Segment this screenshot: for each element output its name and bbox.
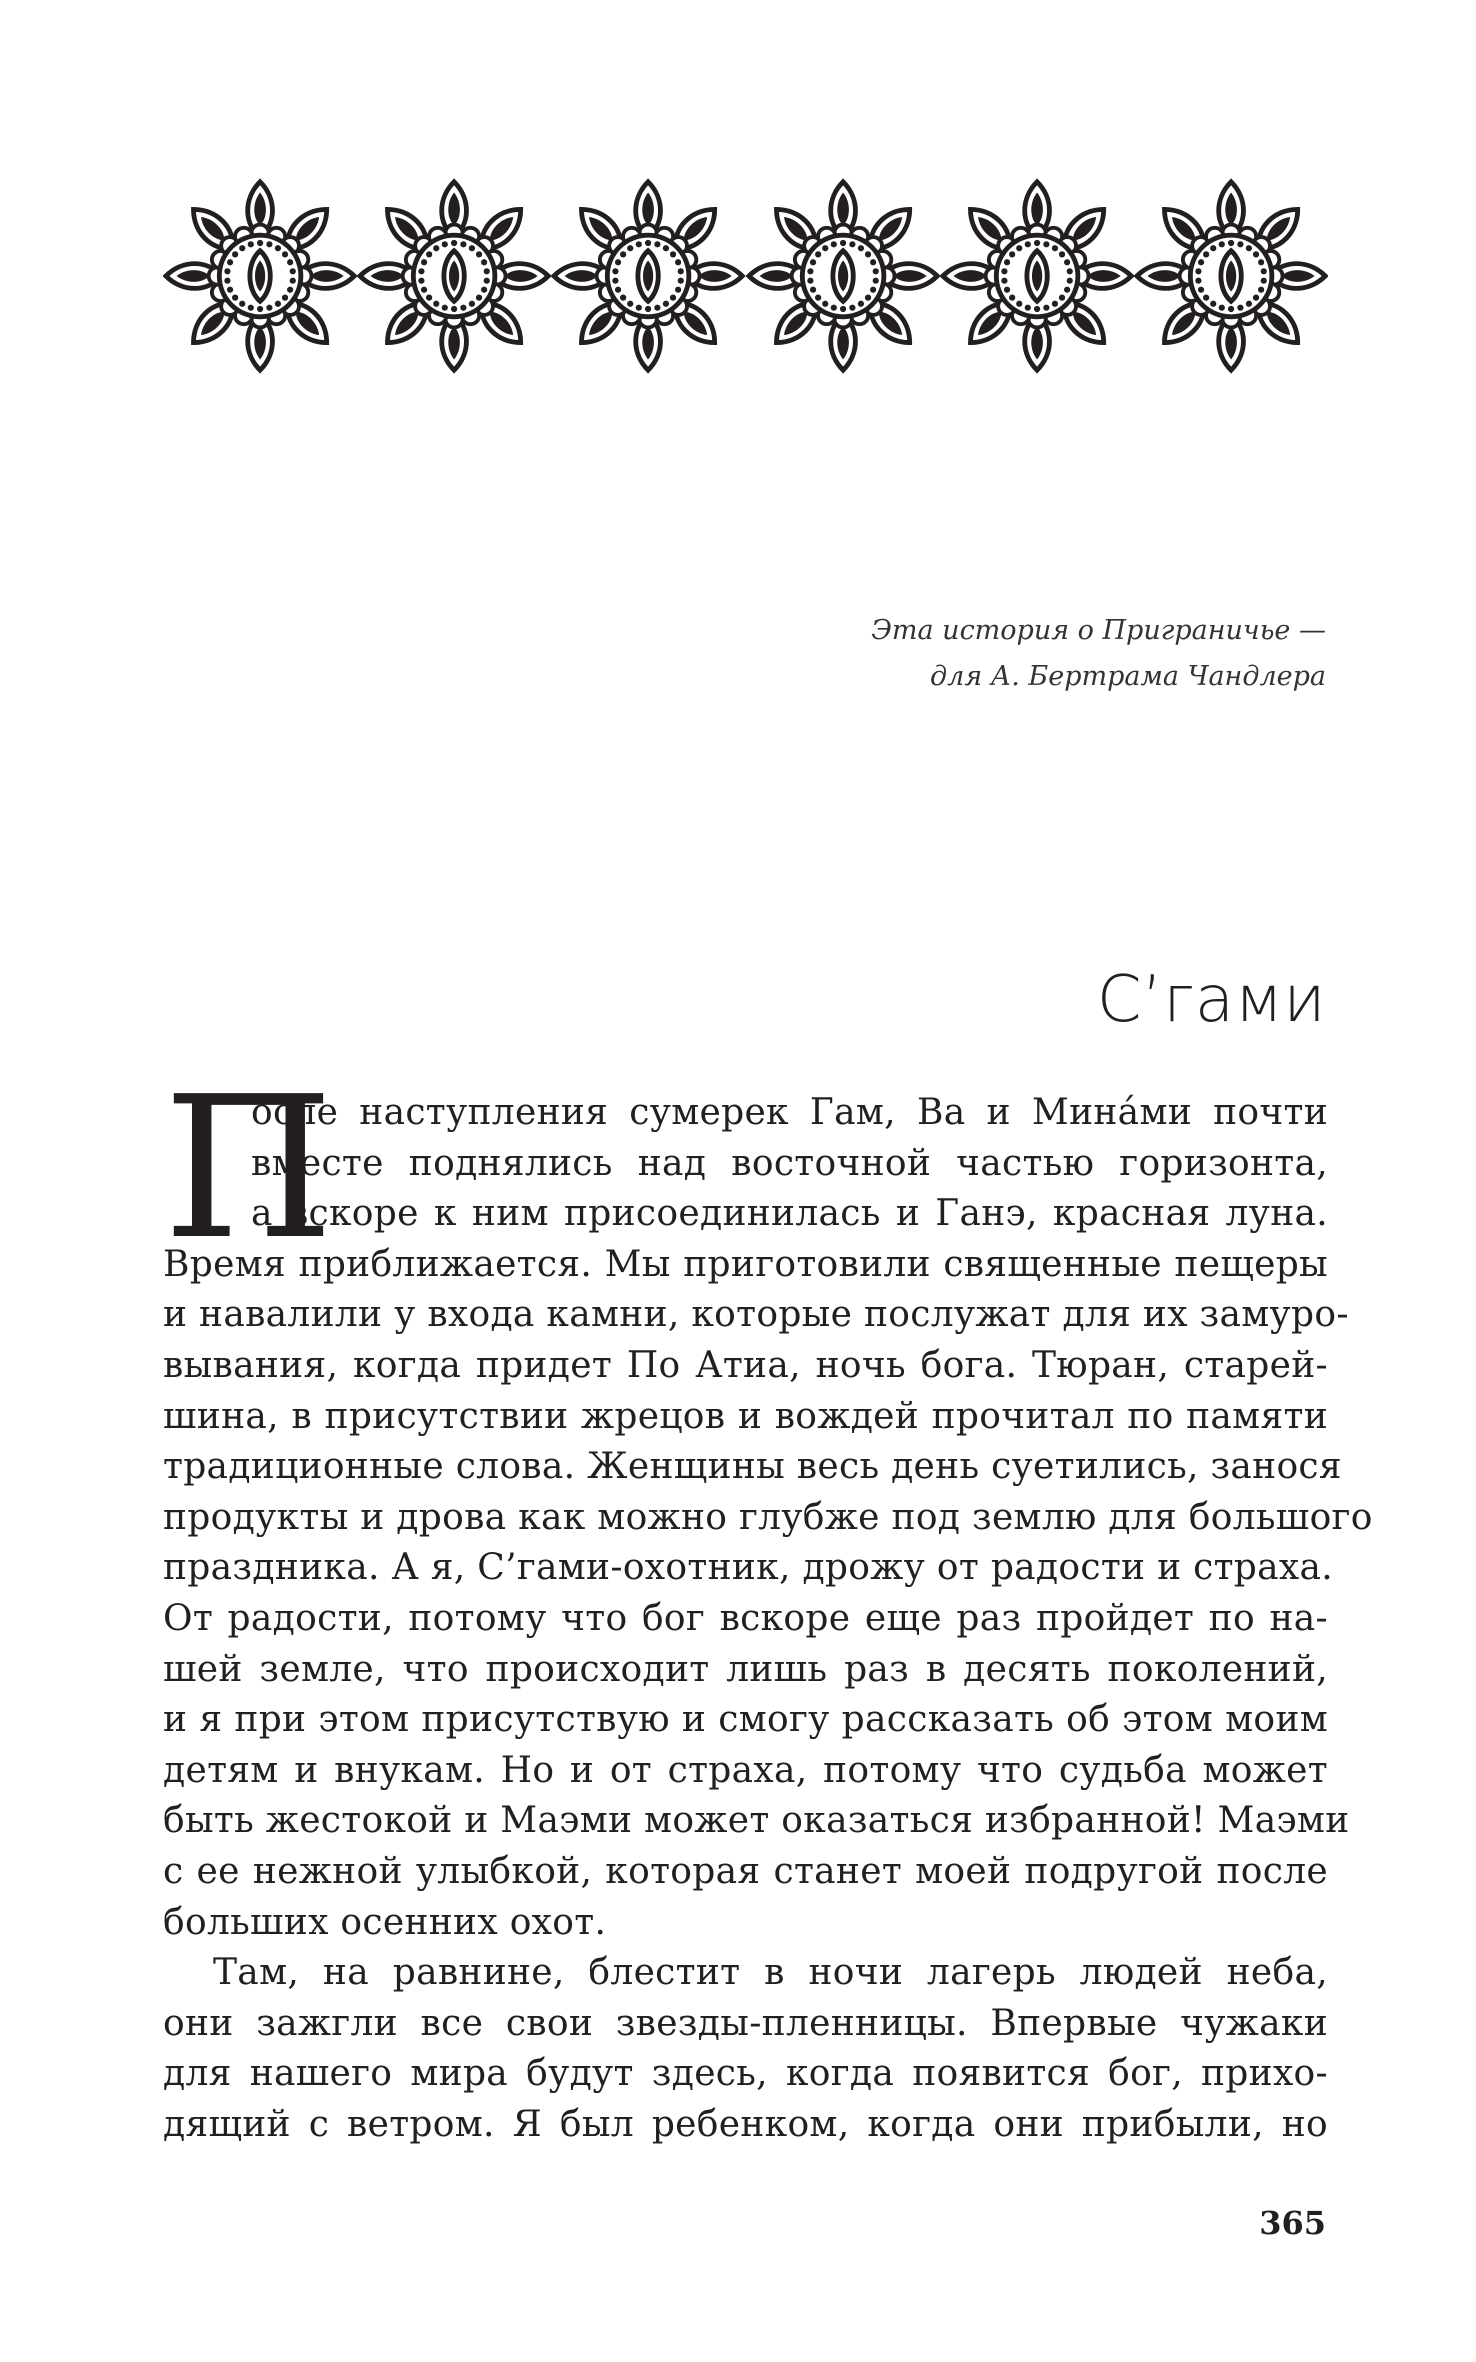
text-line: Время приближается. Мы приготовили священные пещеры — [163, 1243, 1328, 1285]
text-line: От радости, потому что бог вскоре еще раз пройдет по на- — [163, 1597, 1328, 1639]
flower-ornament-icon — [357, 176, 551, 376]
text-line: шина, в присутствии жрецов и вождей прочитал по памяти — [163, 1395, 1328, 1437]
text-line: для нашего мира будут здесь, когда появится бог, прихо- — [163, 2053, 1328, 2095]
flower-ornament-icon — [551, 176, 745, 376]
body-text — [163, 1055, 1373, 2150]
text-line: осле наступления сумерек Гам, Ва и Мина́ми почти — [251, 1092, 1328, 1133]
ornament-band — [163, 176, 1328, 376]
text-line: и навалили у входа камни, которые послужат для их замуро- — [163, 1294, 1349, 1336]
flower-ornament-icon — [940, 176, 1134, 376]
text-line: продукты и дрова как можно глубже под землю для большого — [163, 1496, 1373, 1538]
text-line: а вскоре к ним присоединилась и Ганэ, красная луна. — [251, 1193, 1328, 1235]
text-line: вывания, когда придет По Атиа, ночь бога. Тюран, старей- — [163, 1344, 1328, 1386]
text-line: традиционные слова. Женщины весь день суетились, занося — [163, 1446, 1342, 1488]
text-line: шей земле, что происходит лишь раз в десять поколений, — [163, 1648, 1328, 1690]
flower-ornament-icon — [746, 176, 940, 376]
text-line: дящий с ветром. Я был ребенком, когда они прибыли, но — [163, 2103, 1328, 2145]
chapter-title: С’гами — [1096, 963, 1326, 1037]
epigraph-line-2: для А. Бертрама Чандлера — [930, 661, 1326, 692]
epigraph-line-1: Эта история о Приграничье — — [871, 615, 1326, 646]
text-line: с ее нежной улыбкой, которая станет моей подругой после — [163, 1850, 1328, 1892]
text-line: быть жестокой и Маэми может оказаться избранной! Маэми — [163, 1800, 1350, 1842]
flower-ornament-icon — [1134, 176, 1328, 376]
text-line: детям и внукам. Но и от страха, потому что судьба может — [163, 1749, 1328, 1791]
drop-cap: П — [163, 1055, 335, 1283]
epigraph — [526, 608, 1326, 700]
page-number: 365 — [1259, 2204, 1326, 2242]
text-line: и я при этом присутствую и смогу рассказать об этом моим — [163, 1699, 1328, 1741]
text-line: больших осенних охот. — [163, 1901, 607, 1943]
text-line: праздника. А я, С’гами-охотник, дрожу от радости и страха. — [163, 1547, 1334, 1589]
text-line: вместе поднялись над восточной частью горизонта, — [251, 1142, 1328, 1184]
flower-ornament-icon — [163, 176, 357, 376]
text-line: Там, на равнине, блестит в ночи лагерь людей неба, — [213, 1952, 1328, 1994]
text-line: они зажгли все свои звезды-пленницы. Впервые чужаки — [163, 2002, 1328, 2044]
